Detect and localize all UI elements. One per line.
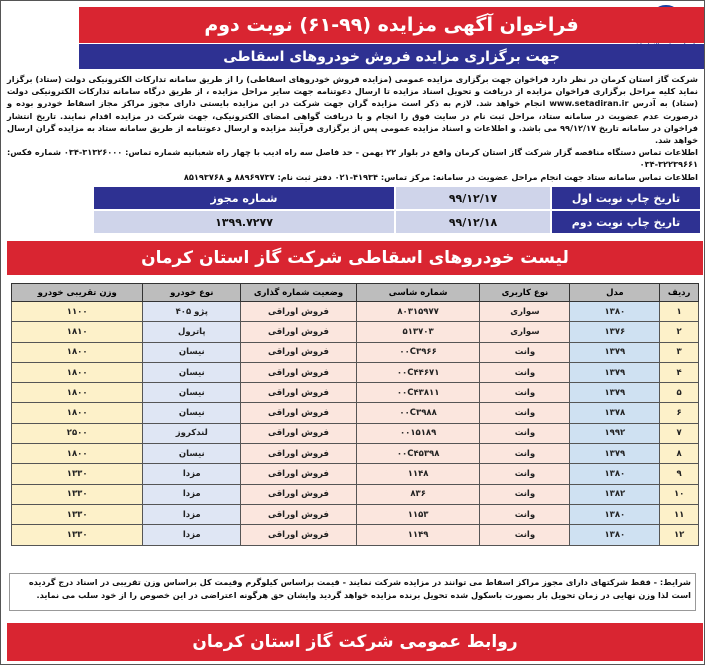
table-row [12, 362, 699, 382]
second-print-label: تاریخ چاپ نوبت دوم [551, 210, 701, 234]
cell-approx-weight: ۲۵۰۰ [12, 423, 143, 443]
cell-vehicle-type: مزدا [143, 464, 241, 484]
cell-usage-type: وانت [480, 504, 570, 524]
cell-model: ۱۳۷۹ [570, 444, 660, 464]
header-row-number: ردیف [660, 284, 699, 302]
cell-row-number: ۲ [660, 322, 699, 342]
cell-plate-status: فروش اوراقی [241, 383, 357, 403]
license-number: ۱۳۹۹.۷۲۷۷ [93, 210, 395, 234]
cell-plate-status: فروش اوراقی [241, 403, 357, 423]
cell-chassis-number: ۰۰C۴۳۸۱۱ [356, 383, 480, 403]
table-row [12, 444, 699, 464]
cell-approx-weight: ۱۳۳۰ [12, 484, 143, 504]
cell-vehicle-type: لندکروز [143, 423, 241, 443]
cell-plate-status: فروش اوراقی [241, 464, 357, 484]
cell-approx-weight: ۱۱۰۰ [12, 302, 143, 322]
cell-usage-type: سواری [480, 302, 570, 322]
cell-chassis-number: ۸۳۶ [356, 484, 480, 504]
cell-vehicle-type: نیسان [143, 342, 241, 362]
table-row [12, 302, 699, 322]
table-row [12, 322, 699, 342]
cell-model: ۱۳۸۰ [570, 504, 660, 524]
cell-row-number: ۱۰ [660, 484, 699, 504]
cell-model: ۱۳۸۲ [570, 484, 660, 504]
cell-approx-weight: ۱۸۱۰ [12, 322, 143, 342]
cell-chassis-number: ۰۰C۴۴۶۷۱ [356, 362, 480, 382]
cell-vehicle-type: نیسان [143, 383, 241, 403]
cell-vehicle-type: مزدا [143, 525, 241, 545]
contact-paragraph: اطلاعات تماس دستگاه مناقصه گزار شرکت گاز استان کرمان واقع در بلوار ۲۲ بهمن - حد فاصل سه راه ادیب با چهار راه شعبانیه شماره تماس: ۳۱۳۲۶۰۰۰-۰۳۴ شماره فکس: ۳۲۲۳۹۶۶۱-۰۳۴ [7, 147, 698, 170]
cell-vehicle-type: پژو ۴۰۵ [143, 302, 241, 322]
conditions-note: شرایط: - فقط شرکتهای دارای مجوز مراکز اسقاط می توانند در مزایده شرکت نمایند - قیمت براساس کیلوگرم وقیمت کل براساس وزن تقریبی در اسناد درج گردیده است لذا وزن نهایی در زمان تحویل بار بصورت باسکول شده تحویل برنده مزایده خواهد گردید وایشان حق هرگونه اعتراضی در این خصوص را از خود سلب می نماید. [9, 573, 696, 611]
cell-plate-status: فروش اوراقی [241, 322, 357, 342]
cell-row-number: ۷ [660, 423, 699, 443]
cell-chassis-number: ۱۱۴۸ [356, 464, 480, 484]
footer-public-relations: روابط عمومی شرکت گاز استان کرمان [7, 623, 703, 661]
cell-approx-weight: ۱۸۰۰ [12, 444, 143, 464]
cell-model: ۱۳۷۹ [570, 362, 660, 382]
cell-plate-status: فروش اوراقی [241, 302, 357, 322]
cell-usage-type: وانت [480, 403, 570, 423]
cell-approx-weight: ۱۸۰۰ [12, 403, 143, 423]
first-print-date: ۹۹/۱۲/۱۷ [395, 186, 551, 210]
cell-chassis-number: ۸۰۳۱۵۹۷۷ [356, 302, 480, 322]
cell-chassis-number: ۵۱۳۷۰۳ [356, 322, 480, 342]
cell-usage-type: سواری [480, 322, 570, 342]
cell-approx-weight: ۱۸۰۰ [12, 342, 143, 362]
table-row [12, 525, 699, 545]
table-header-row [12, 284, 699, 302]
cell-model: ۱۳۷۸ [570, 403, 660, 423]
setad-contact-paragraph: اطلاعات تماس سامانه ستاد جهت انجام مراحل عضویت در سامانه: مرکز تماس: ۴۱۹۳۴-۰۲۱ دفتر ثبت نام: ۸۸۹۶۹۷۳۷ و ۸۵۱۹۳۷۶۸ [183, 171, 698, 182]
header-plate-status: وضعیت شماره گذاری [241, 284, 357, 302]
cell-vehicle-type: مزدا [143, 484, 241, 504]
page-subtitle: جهت برگزاری مزایده فروش خودروهای اسقاطی [79, 44, 704, 69]
table-row [12, 423, 699, 443]
cell-row-number: ۹ [660, 464, 699, 484]
vehicle-list-title: لیست خودروهای اسقاطی شرکت گاز استان کرمان [7, 241, 703, 275]
cell-approx-weight: ۱۳۳۰ [12, 504, 143, 524]
header-chassis-number: شماره شاسی [356, 284, 480, 302]
cell-chassis-number: ۱۱۵۳ [356, 504, 480, 524]
cell-vehicle-type: نیسان [143, 444, 241, 464]
intro-text [7, 73, 698, 183]
cell-model: ۱۳۸۰ [570, 302, 660, 322]
cell-row-number: ۳ [660, 342, 699, 362]
cell-usage-type: وانت [480, 464, 570, 484]
cell-model: ۱۳۷۶ [570, 322, 660, 342]
cell-chassis-number: ۱۱۴۹ [356, 525, 480, 545]
cell-usage-type: وانت [480, 484, 570, 504]
cell-chassis-number: ۰۰C۴۵۳۹۸ [356, 444, 480, 464]
cell-row-number: ۱۱ [660, 504, 699, 524]
table-row [12, 383, 699, 403]
header-approx-weight: وزن تقریبی خودرو [12, 284, 143, 302]
second-print-date: ۹۹/۱۲/۱۸ [395, 210, 551, 234]
cell-approx-weight: ۱۸۰۰ [12, 362, 143, 382]
cell-chassis-number: ۰۰C۳۹۶۶ [356, 342, 480, 362]
cell-vehicle-type: نیسان [143, 403, 241, 423]
cell-plate-status: فروش اوراقی [241, 444, 357, 464]
cell-model: ۱۳۸۰ [570, 525, 660, 545]
cell-model: ۱۳۷۹ [570, 383, 660, 403]
cell-vehicle-type: نیسان [143, 362, 241, 382]
cell-model: ۱۹۹۲ [570, 423, 660, 443]
cell-usage-type: وانت [480, 525, 570, 545]
table-row [12, 403, 699, 423]
cell-chassis-number: ۰۰۱۵۱۸۹ [356, 423, 480, 443]
header-usage-type: نوع کاربری [480, 284, 570, 302]
print-dates-table [85, 186, 701, 234]
cell-row-number: ۴ [660, 362, 699, 382]
cell-plate-status: فروش اوراقی [241, 423, 357, 443]
table-row [12, 342, 699, 362]
cell-vehicle-type: پاترول [143, 322, 241, 342]
cell-usage-type: وانت [480, 362, 570, 382]
cell-usage-type: وانت [480, 383, 570, 403]
cell-usage-type: وانت [480, 342, 570, 362]
cell-plate-status: فروش اوراقی [241, 525, 357, 545]
cell-row-number: ۸ [660, 444, 699, 464]
table-row [12, 484, 699, 504]
intro-paragraph: شرکت گاز استان کرمان در نظر دارد فراخوان جهت برگزاری مزایده عمومی (مزایده فروش خودروهای اسقاطی) را از طریق سامانه تدارکات الکترونیکی دولت (ستاد) برگزار نماید کلیه مراحل برگزاری فراخوان مزایده از دریافت و تحویل اسناد مزایده تا ارسال دعوتنامه جهت سایر مراحل مزایده ، از طریق درگاه سامانه تدارکات الکترونیکی دولت (ستاد) به آدرس www.setadiran.ir انجام خواهد شد. لازم به ذکر است مزایده گران جهت شرکت در این مزایده بایستی دارای مجوز مراکز مجاز اسقاط خودرو بوده و درصورت عدم عضویت در سامانه ستاد، مراحل ثبت نام در سایت فوق را انجام و با دریافت گواهی امضای الکترونیکی، جهت شرکت در مزایده اقدام نمایند. تاریخ انتشار فراخوان در سامانه تاریخ ۹۹/۱۲/۱۷ می باشد. و اطلاعات و اسناد مزایده عمومی پس از برگزاری فرآیند مزایده و ارسال دعوتنامه از طریق سامانه ستاد به مزایده گران ارسال خواهد شد. [7, 74, 698, 146]
vehicle-table [11, 283, 699, 546]
cell-approx-weight: ۱۸۰۰ [12, 383, 143, 403]
cell-plate-status: فروش اوراقی [241, 362, 357, 382]
cell-row-number: ۱ [660, 302, 699, 322]
header-vehicle-type: نوع خودرو [143, 284, 241, 302]
cell-plate-status: فروش اوراقی [241, 504, 357, 524]
cell-approx-weight: ۱۳۳۰ [12, 525, 143, 545]
first-print-label: تاریخ چاپ نوبت اول [551, 186, 701, 210]
header-model: مدل [570, 284, 660, 302]
cell-vehicle-type: مزدا [143, 504, 241, 524]
cell-model: ۱۳۷۹ [570, 342, 660, 362]
table-row [12, 464, 699, 484]
cell-row-number: ۵ [660, 383, 699, 403]
table-row [12, 504, 699, 524]
cell-row-number: ۶ [660, 403, 699, 423]
cell-usage-type: وانت [480, 423, 570, 443]
license-label: شماره مجوز [93, 186, 395, 210]
cell-chassis-number: ۰۰C۳۹۸۸ [356, 403, 480, 423]
cell-usage-type: وانت [480, 444, 570, 464]
cell-plate-status: فروش اوراقی [241, 484, 357, 504]
cell-approx-weight: ۱۳۳۰ [12, 464, 143, 484]
cell-plate-status: فروش اوراقی [241, 342, 357, 362]
page-title: فراخوان آگهی مزایده (۹۹-۶۱) نوبت دوم [79, 7, 704, 43]
cell-model: ۱۳۸۰ [570, 464, 660, 484]
cell-row-number: ۱۲ [660, 525, 699, 545]
